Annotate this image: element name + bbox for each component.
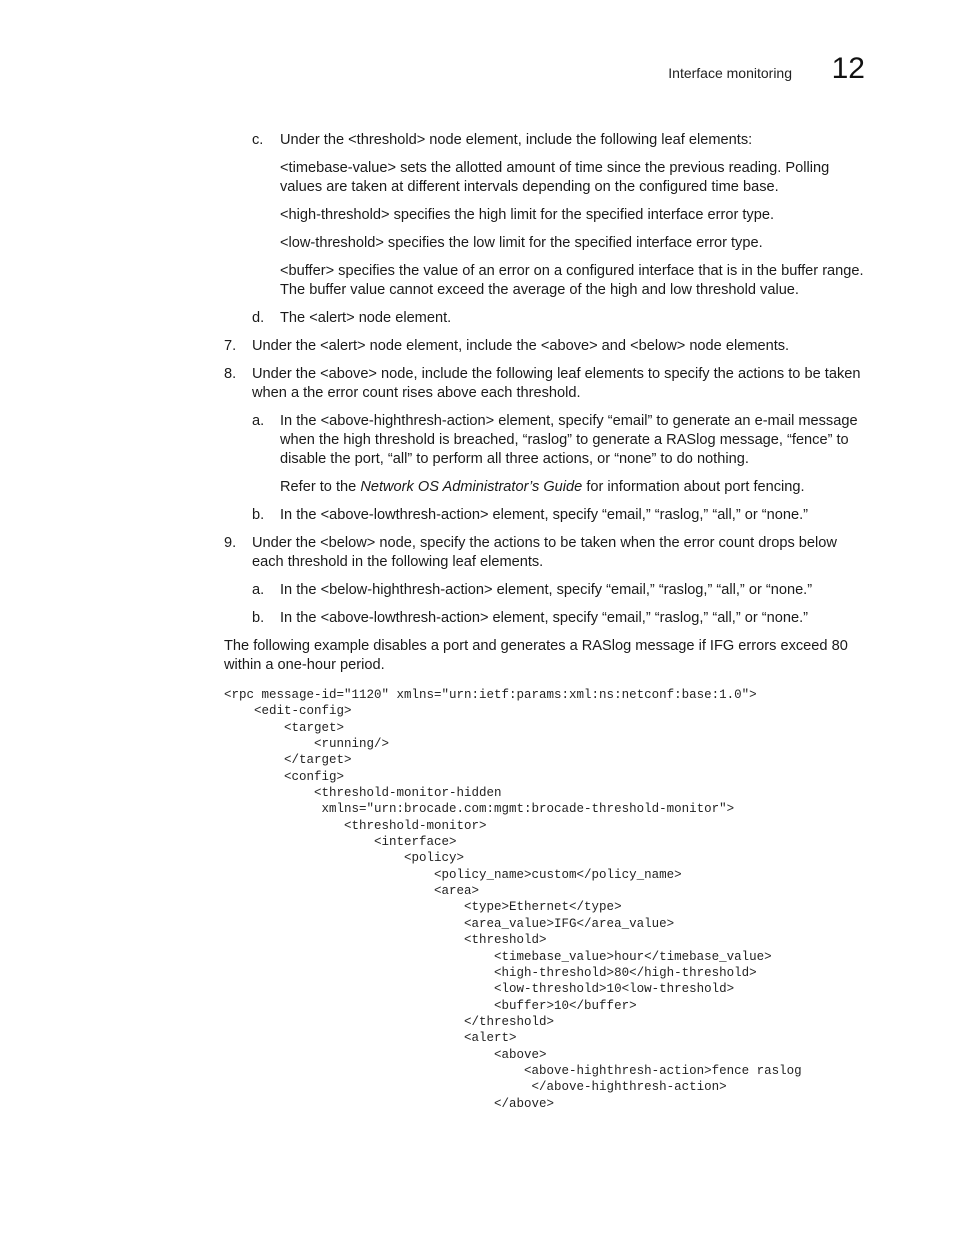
- step-number: 8.: [224, 366, 237, 382]
- list-text: In the <above-lowthresh-action> element, specify “email,” “raslog,” “all,” or “none.”: [280, 610, 809, 626]
- code-example: <rpc message-id="1120" xmlns="urn:ietf:params:xml:ns:netconf:base:1.0"> <edit-config> <target> <running/> </target> <config> <threshold-monitor-hidden xmlns="urn:brocade.com:mgmt:brocade-threshold-monitor"> <threshold-monitor> <interface> <policy> <policy_name>custom</policy_name> <area> <type>Ethernet</type> <area_value>IFG</area_value> <threshold> <timebase_value>hour</timebase_value> <high-threshold>80</high-threshold> <low-threshold>10<low-threshold> <buffer>10</buffer> </threshold> <alert> <above> <above-highthresh-action>fence raslog </above-highthresh-action> </above>: [224, 688, 802, 1111]
- reference-suffix: for information about port fencing.: [582, 479, 805, 495]
- step-item: [0, 365, 954, 403]
- list-label: a.: [252, 413, 265, 429]
- reference-note: [280, 478, 870, 497]
- list-text: In the <above-lowthresh-action> element, specify “email,” “raslog,” “all,” or “none.”: [280, 507, 809, 523]
- list-text: The <alert> node element.: [280, 310, 452, 326]
- list-item: [0, 609, 954, 628]
- paragraph: [0, 478, 954, 497]
- list-item: [0, 506, 954, 525]
- list-text: In the <below-highthresh-action> element, specify “email,” “raslog,” “all,” or “none.”: [280, 582, 813, 598]
- section-title: Interface monitoring: [668, 65, 792, 81]
- list-label: b.: [252, 610, 265, 626]
- chapter-number: 12: [831, 52, 865, 85]
- paragraph: [0, 262, 954, 300]
- list-item: [0, 581, 954, 600]
- paragraph: [0, 234, 954, 253]
- step-text: Under the <below> node, specify the actions to be taken when the error count drops below each threshold in the following leaf elements.: [252, 535, 837, 570]
- list-item: [0, 131, 954, 150]
- paragraph-text: <high-threshold> specifies the high limit for the specified interface error type.: [280, 207, 775, 223]
- step-item: [0, 337, 954, 356]
- step-text: Under the <alert> node element, include the <above> and <below> node elements.: [252, 338, 790, 354]
- list-item: [0, 309, 954, 328]
- paragraph: [0, 637, 954, 675]
- step-number: 7.: [224, 338, 237, 354]
- example-intro: The following example disables a port and generates a RASlog message if IFG errors exceed 80 within a one-hour period.: [224, 638, 848, 673]
- paragraph-text: <buffer> specifies the value of an error on a configured interface that is in the buffer range. The buffer value cannot exceed the average of the high and low threshold value.: [280, 263, 864, 298]
- reference-prefix: Refer to the: [280, 479, 361, 495]
- list-label: c.: [252, 132, 264, 148]
- paragraph: [0, 206, 954, 225]
- list-label: b.: [252, 507, 265, 523]
- list-label: a.: [252, 582, 265, 598]
- guide-title: Network OS Administrator’s Guide: [360, 479, 583, 495]
- list-text: In the <above-highthresh-action> element, specify “email” to generate an e-mail message when the high threshold is breached, “raslog” to generate a RASlog message, “fence” to disable the port, “all” to perform all three actions, or “none” to do nothing.: [280, 413, 858, 467]
- paragraph-text: <low-threshold> specifies the low limit for the specified interface error type.: [280, 235, 763, 251]
- page-body: [0, 131, 954, 1111]
- step-number: 9.: [224, 535, 237, 551]
- paragraph: [0, 159, 954, 197]
- list-item: [0, 412, 954, 469]
- step-item: [0, 534, 954, 572]
- step-text: Under the <above> node, include the following leaf elements to specify the actions to be taken when a the error count rises above each threshold.: [252, 366, 861, 401]
- list-text: Under the <threshold> node element, include the following leaf elements:: [280, 132, 753, 148]
- paragraph-text: <timebase-value> sets the allotted amount of time since the previous reading. Polling values are taken at different intervals depending on the configured time base.: [280, 160, 830, 195]
- list-label: d.: [252, 310, 265, 326]
